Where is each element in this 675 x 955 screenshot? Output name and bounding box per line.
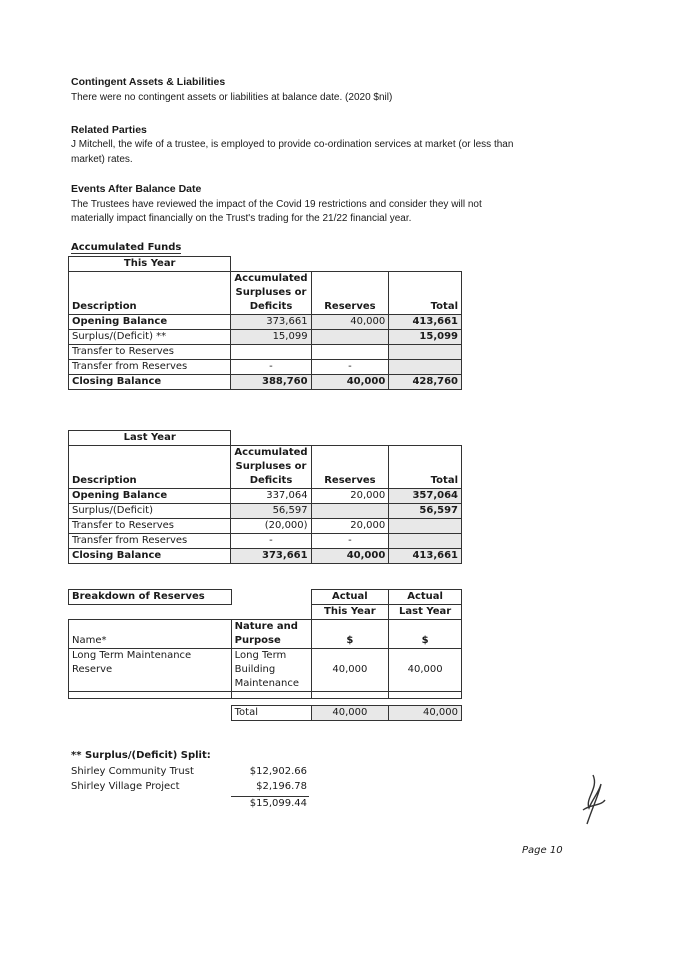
split-total: $15,099.44	[249, 798, 307, 809]
col-this-year: This Year	[311, 605, 389, 620]
col-actual-this: Actual	[311, 590, 389, 605]
reserves-table	[68, 589, 462, 721]
table-row: Transfer to Reserves (20,000) 20,000	[69, 519, 462, 534]
reserves-heading: Breakdown of Reserves	[69, 590, 232, 605]
col-reserves: Reserves	[311, 300, 389, 315]
col-total: Total	[389, 474, 462, 489]
table-row: Surplus/(Deficit) ** 15,099 15,099	[69, 330, 462, 345]
table-row: Opening Balance 373,661 40,000 413,661	[69, 315, 462, 330]
table-row: Surplus/(Deficit) 56,597 56,597	[69, 504, 462, 519]
related-parties-heading: Related Parties	[71, 124, 147, 136]
reserves-total-label: Total	[231, 706, 311, 721]
reserve-this-year: 40,000	[311, 663, 389, 677]
col-name: Name*	[69, 634, 232, 649]
col-last-year: Last Year	[389, 605, 462, 620]
events-line-2: materially impact financially on the Trust's trading for the 21/22 financial year.	[71, 213, 412, 224]
page-number: Page 10	[522, 845, 563, 856]
reserves-total-last: 40,000	[389, 706, 462, 721]
col-accumulated-1: Accumulated	[231, 272, 311, 287]
reserve-last-year: 40,000	[389, 663, 462, 677]
events-heading: Events After Balance Date	[71, 183, 202, 195]
split-value-2: $2,196.78	[256, 781, 307, 792]
currency-this: $	[311, 634, 389, 649]
table-row: Closing Balance 373,661 40,000 413,661	[69, 549, 462, 564]
col-description: Description	[69, 474, 231, 489]
split-divider	[231, 796, 309, 797]
col-accumulated-1: Accumulated	[231, 446, 311, 461]
table-row: Opening Balance 337,064 20,000 357,064	[69, 489, 462, 504]
table-row: Long Term Maintenance Long Term	[69, 649, 462, 664]
related-parties-line-2: market) rates.	[71, 154, 133, 165]
split-item-2: Shirley Village Project	[71, 781, 180, 792]
split-item-1: Shirley Community Trust	[71, 766, 194, 777]
split-value-1: $12,902.66	[249, 766, 307, 777]
col-total: Total	[389, 300, 462, 315]
contingent-text: There were no contingent assets or liabilities at balance date. (2020 $nil)	[71, 92, 393, 103]
last-year-table	[68, 430, 462, 564]
related-parties-line-1: J Mitchell, the wife of a trustee, is employed to provide co-ordination services at market (or less than	[71, 139, 514, 150]
col-description: Description	[69, 300, 231, 315]
table-row: Maintenance	[69, 677, 462, 692]
table-row: Transfer from Reserves - -	[69, 534, 462, 549]
this-year-table	[68, 256, 462, 390]
col-reserves: Reserves	[311, 474, 389, 489]
contingent-heading: Contingent Assets & Liabilities	[71, 76, 226, 88]
currency-last: $	[389, 634, 462, 649]
table-row: Transfer from Reserves - -	[69, 360, 462, 375]
col-accumulated-3: Deficits	[231, 300, 311, 315]
reserves-total-this: 40,000	[311, 706, 389, 721]
table-row: Reserve Building 40,000 40,000	[69, 663, 462, 677]
table-row: Transfer to Reserves	[69, 345, 462, 360]
col-accumulated-2: Surpluses or	[231, 286, 311, 300]
col-nature-1: Nature and	[231, 620, 311, 635]
col-accumulated-3: Deficits	[231, 474, 311, 489]
col-nature-2: Purpose	[231, 634, 311, 649]
this-year-label: This Year	[69, 257, 231, 272]
signature-mark	[575, 770, 615, 830]
split-heading: ** Surplus/(Deficit) Split:	[71, 750, 211, 761]
last-year-label: Last Year	[69, 431, 231, 446]
accumulated-funds-heading: Accumulated Funds	[71, 242, 182, 253]
table-row: Closing Balance 388,760 40,000 428,760	[69, 375, 462, 390]
col-actual-last: Actual	[389, 590, 462, 605]
events-line-1: The Trustees have reviewed the impact of the Covid 19 restrictions and consider they will not	[71, 199, 482, 210]
col-accumulated-2: Surpluses or	[231, 460, 311, 474]
